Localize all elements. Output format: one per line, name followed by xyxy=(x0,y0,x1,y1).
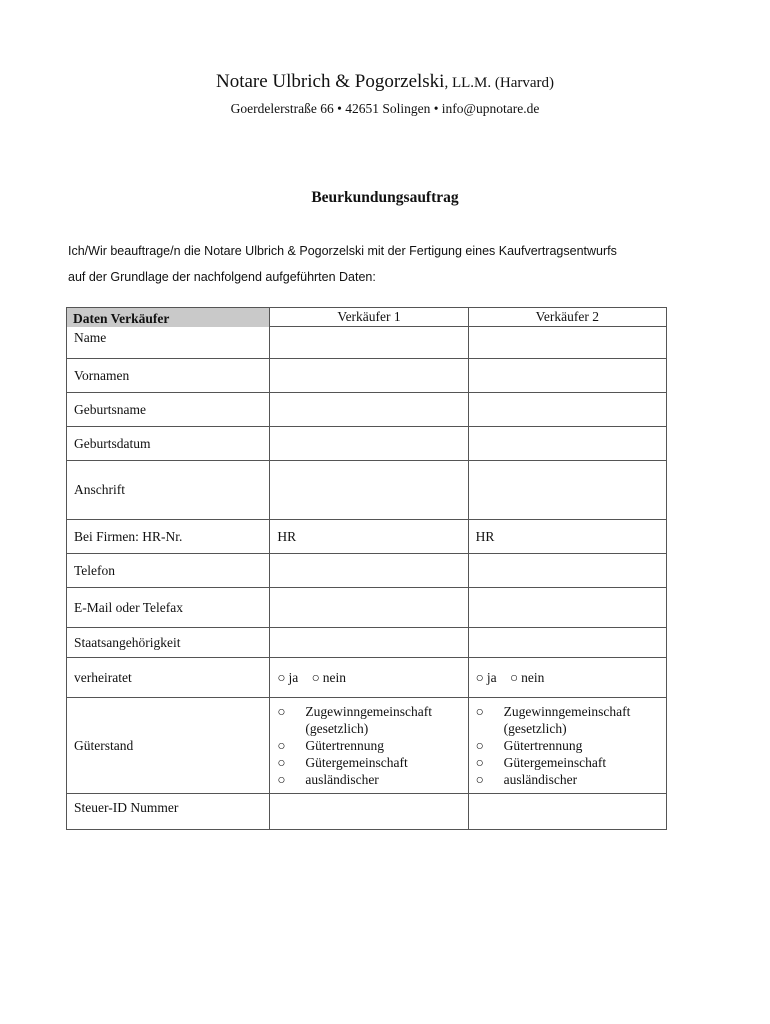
row-label-steuer: Steuer-ID Nummer xyxy=(67,794,270,830)
regime-label: ausländischer xyxy=(305,772,379,787)
radio-bullet-icon[interactable]: ○ xyxy=(475,704,484,719)
field-staat-seller-2[interactable] xyxy=(468,628,666,658)
column-header-seller-1: Verkäufer 1 xyxy=(270,308,468,327)
table-header-row xyxy=(67,308,667,327)
radio-bullet-icon[interactable]: ○ xyxy=(475,738,484,753)
radio-bullet-icon[interactable]: ○ xyxy=(277,755,286,770)
regime-label: Gütertrennung xyxy=(305,738,385,753)
field-geburtsdatum-seller-2[interactable] xyxy=(468,427,666,461)
regime-label: Gütertrennung xyxy=(503,738,583,753)
intro-line-1: Ich/Wir beauftrage/n die Notare Ulbrich & Pogorzelski mit der Fertigung eines Kaufvertragsentwurfs xyxy=(68,244,617,258)
label-ja-seller-2: ja xyxy=(486,669,497,685)
regime-option-trennung[interactable] xyxy=(277,737,460,754)
field-name-seller-2[interactable] xyxy=(468,327,666,359)
field-hr-seller-1[interactable]: HR xyxy=(270,520,468,554)
table-row-hr xyxy=(67,520,667,554)
section-header: Daten Verkäufer xyxy=(67,308,270,327)
radio-bullet-icon[interactable]: ○ xyxy=(475,755,484,770)
regime-option-zugewinn[interactable] xyxy=(476,703,659,720)
radio-bullet-icon[interactable]: ○ xyxy=(277,704,286,719)
row-label-verheiratet: verheiratet xyxy=(67,658,270,698)
regime-option-trennung[interactable] xyxy=(476,737,659,754)
marital-options-seller-1 xyxy=(270,658,468,698)
row-label-name: Name xyxy=(67,327,270,359)
table-row-gueterstand xyxy=(67,698,667,794)
field-hr-seller-2[interactable]: HR xyxy=(468,520,666,554)
radio-ja-seller-1[interactable]: ○ xyxy=(277,669,286,685)
field-name-seller-1[interactable] xyxy=(270,327,468,359)
regime-list-seller-1 xyxy=(277,703,460,788)
row-label-email: E-Mail oder Telefax xyxy=(67,588,270,628)
row-label-anschrift: Anschrift xyxy=(67,461,270,520)
regime-label: Gütergemeinschaft xyxy=(305,755,408,770)
column-header-seller-2: Verkäufer 2 xyxy=(468,308,666,327)
firm-suffix: , LL.M. (Harvard) xyxy=(444,75,555,91)
regime-list-seller-2 xyxy=(476,703,659,788)
row-label-gueterstand: Güterstand xyxy=(67,698,270,794)
regime-options-seller-1 xyxy=(270,698,468,794)
field-geburtsname-seller-2[interactable] xyxy=(468,393,666,427)
row-label-hr: Bei Firmen: HR-Nr. xyxy=(67,520,270,554)
field-telefon-seller-1[interactable] xyxy=(270,554,468,588)
field-email-seller-2[interactable] xyxy=(468,588,666,628)
regime-label: (gesetzlich) xyxy=(305,721,369,736)
table-row-name xyxy=(67,327,667,359)
label-nein-seller-1: nein xyxy=(322,669,347,685)
row-label-geburtsname: Geburtsname xyxy=(67,393,270,427)
radio-bullet-icon[interactable]: ○ xyxy=(475,772,484,787)
radio-bullet-icon[interactable]: ○ xyxy=(277,772,286,787)
regime-option-gemeinschaft[interactable] xyxy=(476,754,659,771)
table-row-verheiratet xyxy=(67,658,667,698)
regime-option-gemeinschaft[interactable] xyxy=(277,754,460,771)
field-geburtsname-seller-1[interactable] xyxy=(270,393,468,427)
intro-text xyxy=(68,238,718,290)
field-staat-seller-1[interactable] xyxy=(270,628,468,658)
document-title: Beurkundungsauftrag xyxy=(311,189,459,206)
regime-option-zugewinn[interactable] xyxy=(277,703,460,720)
field-vornamen-seller-1[interactable] xyxy=(270,359,468,393)
table-row-geburtsname xyxy=(67,393,667,427)
firm-name: Notare Ulbrich & Pogorzelski xyxy=(215,71,445,92)
field-steuer-seller-2[interactable] xyxy=(468,794,666,830)
field-steuer-seller-1[interactable] xyxy=(270,794,468,830)
seller-data-table xyxy=(66,307,667,830)
field-vornamen-seller-2[interactable] xyxy=(468,359,666,393)
marital-options-seller-2 xyxy=(468,658,666,698)
letterhead xyxy=(0,70,770,118)
firm-address: Goerdelerstraße 66 • 42651 Solingen • info@upnotare.de xyxy=(230,101,540,116)
table-row-steuer xyxy=(67,794,667,830)
field-anschrift-seller-1[interactable] xyxy=(270,461,468,520)
table-row-anschrift xyxy=(67,461,667,520)
firm-name-line xyxy=(0,70,770,95)
table-row-email xyxy=(67,588,667,628)
field-telefon-seller-2[interactable] xyxy=(468,554,666,588)
table-row-vornamen xyxy=(67,359,667,393)
table-row-staat xyxy=(67,628,667,658)
row-label-staat: Staatsangehörigkeit xyxy=(67,628,270,658)
table-row-geburtsdatum xyxy=(67,427,667,461)
regime-label: ausländischer xyxy=(503,772,578,787)
field-email-seller-1[interactable] xyxy=(270,588,468,628)
regime-label: (gesetzlich) xyxy=(503,721,567,736)
regime-option-zugewinn-note xyxy=(476,720,659,737)
regime-option-zugewinn-note xyxy=(277,720,460,737)
row-label-vornamen: Vornamen xyxy=(67,359,270,393)
radio-nein-seller-1[interactable]: ○ xyxy=(311,669,320,685)
regime-label: Zugewinngemeinschaft xyxy=(305,704,433,719)
field-anschrift-seller-2[interactable] xyxy=(468,461,666,520)
label-nein-seller-2: nein xyxy=(521,669,545,685)
radio-bullet-icon[interactable]: ○ xyxy=(277,738,286,753)
row-label-geburtsdatum: Geburtsdatum xyxy=(67,427,270,461)
radio-nein-seller-2[interactable]: ○ xyxy=(509,669,519,685)
radio-ja-seller-2[interactable]: ○ xyxy=(475,669,484,685)
regime-option-auslaendisch[interactable] xyxy=(476,771,659,788)
row-label-telefon: Telefon xyxy=(67,554,270,588)
regime-label: Zugewinngemeinschaft xyxy=(503,704,631,719)
intro-line-2: auf der Grundlage der nachfolgend aufgeführten Daten: xyxy=(68,270,376,284)
regime-options-seller-2 xyxy=(468,698,666,794)
label-ja-seller-1: ja xyxy=(288,669,299,685)
regime-label: Gütergemeinschaft xyxy=(503,755,607,770)
field-geburtsdatum-seller-1[interactable] xyxy=(270,427,468,461)
regime-option-auslaendisch[interactable] xyxy=(277,771,460,788)
table-row-telefon xyxy=(67,554,667,588)
